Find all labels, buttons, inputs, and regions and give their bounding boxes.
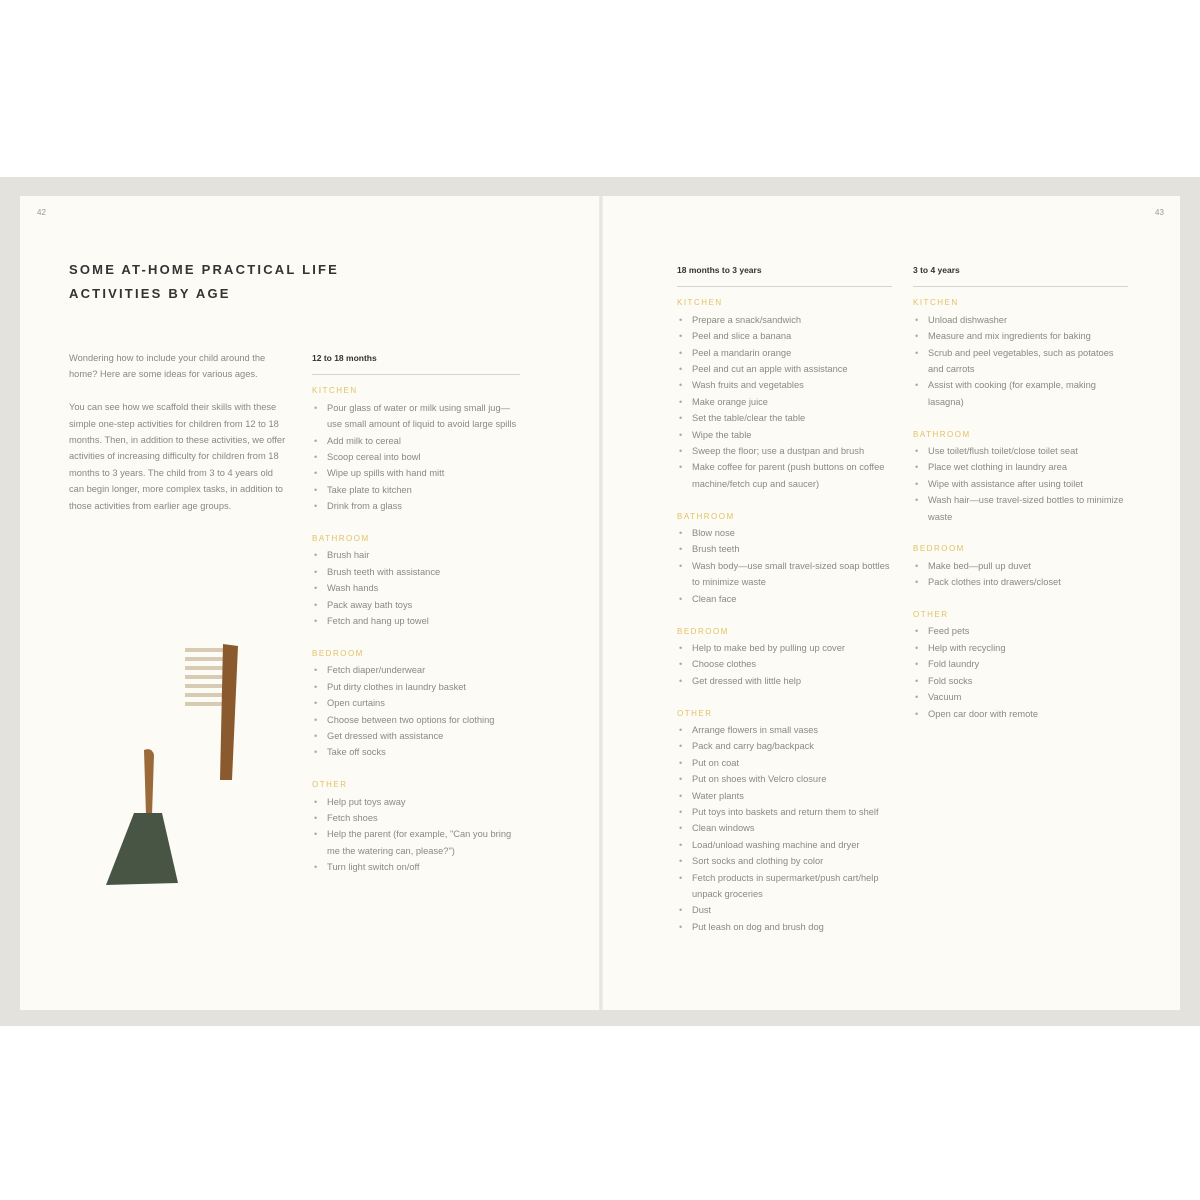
intro-paragraph: Wondering how to include your child around the home? Here are some ideas for various ages. <box>69 353 266 380</box>
column-3-4-years <box>913 262 1128 738</box>
age-heading: 12 to 18 months <box>312 350 520 375</box>
activity-list <box>312 400 520 515</box>
list-item: • Put dirty clothes in laundry basket <box>312 679 520 695</box>
list-item: • Vacuum <box>913 689 1128 705</box>
activity-list <box>312 662 520 760</box>
list-item: • Get dressed with assistance <box>312 728 520 744</box>
intro-text <box>69 350 289 530</box>
activity-list <box>312 794 520 876</box>
list-item: • Drink from a glass <box>312 498 520 514</box>
list-item: • Make orange juice <box>677 394 892 410</box>
column-12-18-months <box>312 350 520 892</box>
list-item: • Make coffee for parent (push buttons on coffee machine/fetch cup and saucer) <box>677 459 892 492</box>
list-item: • Peel and cut an apple with assistance <box>677 361 892 377</box>
list-item: • Use toilet/flush toilet/close toilet seat <box>913 443 1128 459</box>
section-heading-bedroom: BEDROOM <box>913 544 965 554</box>
list-item: • Fetch diaper/underwear <box>312 662 520 678</box>
list-item: • Help put toys away <box>312 794 520 810</box>
page-title <box>69 258 339 306</box>
list-item: • Peel a mandarin orange <box>677 345 892 361</box>
activity-list <box>913 623 1128 721</box>
activity-list <box>677 640 892 689</box>
activity-list <box>677 722 892 935</box>
list-item: • Unload dishwasher <box>913 312 1128 328</box>
list-item: • Wash hair—use travel-sized bottles to minimize waste <box>913 492 1128 525</box>
list-item: • Peel and slice a banana <box>677 328 892 344</box>
page-number-left: 42 <box>37 208 46 217</box>
section-heading-other: OTHER <box>913 610 949 620</box>
list-item: • Pack away bath toys <box>312 597 520 613</box>
list-item: • Take off socks <box>312 744 520 760</box>
list-item: • Fold socks <box>913 673 1128 689</box>
activity-list <box>913 558 1128 591</box>
section-heading-kitchen: KITCHEN <box>312 386 358 396</box>
list-item: • Add milk to cereal <box>312 433 520 449</box>
title-line-2: ACTIVITIES BY AGE <box>69 286 231 301</box>
list-item: • Feed pets <box>913 623 1128 639</box>
book-spine <box>599 196 603 1010</box>
list-item: • Scoop cereal into bowl <box>312 449 520 465</box>
section-heading-other: OTHER <box>677 708 713 718</box>
list-item: • Take plate to kitchen <box>312 482 520 498</box>
list-item: • Put on shoes with Velcro closure <box>677 771 892 787</box>
list-item: • Brush teeth <box>677 541 892 557</box>
title-line-1: SOME AT-HOME PRACTICAL LIFE <box>69 262 340 277</box>
list-item: • Brush hair <box>312 547 520 563</box>
column-18-months-3-years <box>677 262 892 952</box>
list-item: • Blow nose <box>677 525 892 541</box>
list-item: • Make bed—pull up duvet <box>913 558 1128 574</box>
list-item: • Wipe with assistance after using toilet <box>913 476 1128 492</box>
brush-illustration <box>180 640 245 785</box>
list-item: • Clean windows <box>677 820 892 836</box>
list-item: • Wipe up spills with hand mitt <box>312 465 520 481</box>
list-item: • Choose between two options for clothing <box>312 712 520 728</box>
list-item: • Pour glass of water or milk using small jug—use small amount of liquid to avoid large spills <box>312 400 520 433</box>
list-item: • Help the parent (for example, "Can you bring me the watering can, please?") <box>312 826 520 859</box>
section-heading-bedroom: BEDROOM <box>677 626 729 636</box>
list-item: • Fold laundry <box>913 656 1128 672</box>
list-item: • Prepare a snack/sandwich <box>677 312 892 328</box>
list-item: • Place wet clothing in laundry area <box>913 459 1128 475</box>
dustpan-scraper-illustration <box>100 745 185 890</box>
list-item: • Water plants <box>677 788 892 804</box>
activity-list <box>677 525 892 607</box>
list-item: • Dust <box>677 902 892 918</box>
list-item: • Wash body—use small travel-sized soap bottles to minimize waste <box>677 558 892 591</box>
list-item: • Assist with cooking (for example, making lasagna) <box>913 377 1128 410</box>
list-item: • Turn light switch on/off <box>312 859 520 875</box>
list-item: • Put leash on dog and brush dog <box>677 919 892 935</box>
list-item: • Choose clothes <box>677 656 892 672</box>
list-item: • Put toys into baskets and return them to shelf <box>677 804 892 820</box>
page-number-right: 43 <box>1155 208 1164 217</box>
list-item: • Help with recycling <box>913 640 1128 656</box>
list-item: • Scrub and peel vegetables, such as potatoes and carrots <box>913 345 1128 378</box>
section-heading-bathroom: BATHROOM <box>677 511 735 521</box>
list-item: • Pack and carry bag/backpack <box>677 738 892 754</box>
list-item: • Sweep the floor; use a dustpan and brush <box>677 443 892 459</box>
activity-list <box>312 547 520 629</box>
activity-list <box>913 443 1128 525</box>
list-item: • Put on coat <box>677 755 892 771</box>
activity-list <box>913 312 1128 410</box>
list-item: • Pack clothes into drawers/closet <box>913 574 1128 590</box>
list-item: • Fetch and hang up towel <box>312 613 520 629</box>
list-item: • Sort socks and clothing by color <box>677 853 892 869</box>
list-item: • Wipe the table <box>677 427 892 443</box>
list-item: • Get dressed with little help <box>677 673 892 689</box>
list-item: • Wash hands <box>312 580 520 596</box>
list-item: • Fetch products in supermarket/push cart/help unpack groceries <box>677 870 892 903</box>
section-heading-bathroom: BATHROOM <box>913 429 971 439</box>
list-item: • Wash fruits and vegetables <box>677 377 892 393</box>
section-heading-kitchen: KITCHEN <box>677 298 723 308</box>
list-item: • Help to make bed by pulling up cover <box>677 640 892 656</box>
age-heading: 3 to 4 years <box>913 262 1128 287</box>
intro-paragraph: You can see how we scaffold their skills with these simple one-step activities for children from 12 to 18 months. Then, in addition to these activities, we offer activities of increasing difficulty for children from 18 months to 3 years. The child from 3 to 4 years old can begin longer, more complex tasks, in addition to those activities from earlier age groups. <box>69 402 286 511</box>
list-item: • Fetch shoes <box>312 810 520 826</box>
section-heading-bathroom: BATHROOM <box>312 534 370 544</box>
section-heading-bedroom: BEDROOM <box>312 648 364 658</box>
age-heading: 18 months to 3 years <box>677 262 892 287</box>
list-item: • Open curtains <box>312 695 520 711</box>
section-heading-other: OTHER <box>312 780 348 790</box>
list-item: • Arrange flowers in small vases <box>677 722 892 738</box>
list-item: • Clean face <box>677 591 892 607</box>
list-item: • Set the table/clear the table <box>677 410 892 426</box>
section-heading-kitchen: KITCHEN <box>913 298 959 308</box>
list-item: • Load/unload washing machine and dryer <box>677 837 892 853</box>
list-item: • Open car door with remote <box>913 706 1128 722</box>
activity-list <box>677 312 892 492</box>
list-item: • Brush teeth with assistance <box>312 564 520 580</box>
list-item: • Measure and mix ingredients for baking <box>913 328 1128 344</box>
